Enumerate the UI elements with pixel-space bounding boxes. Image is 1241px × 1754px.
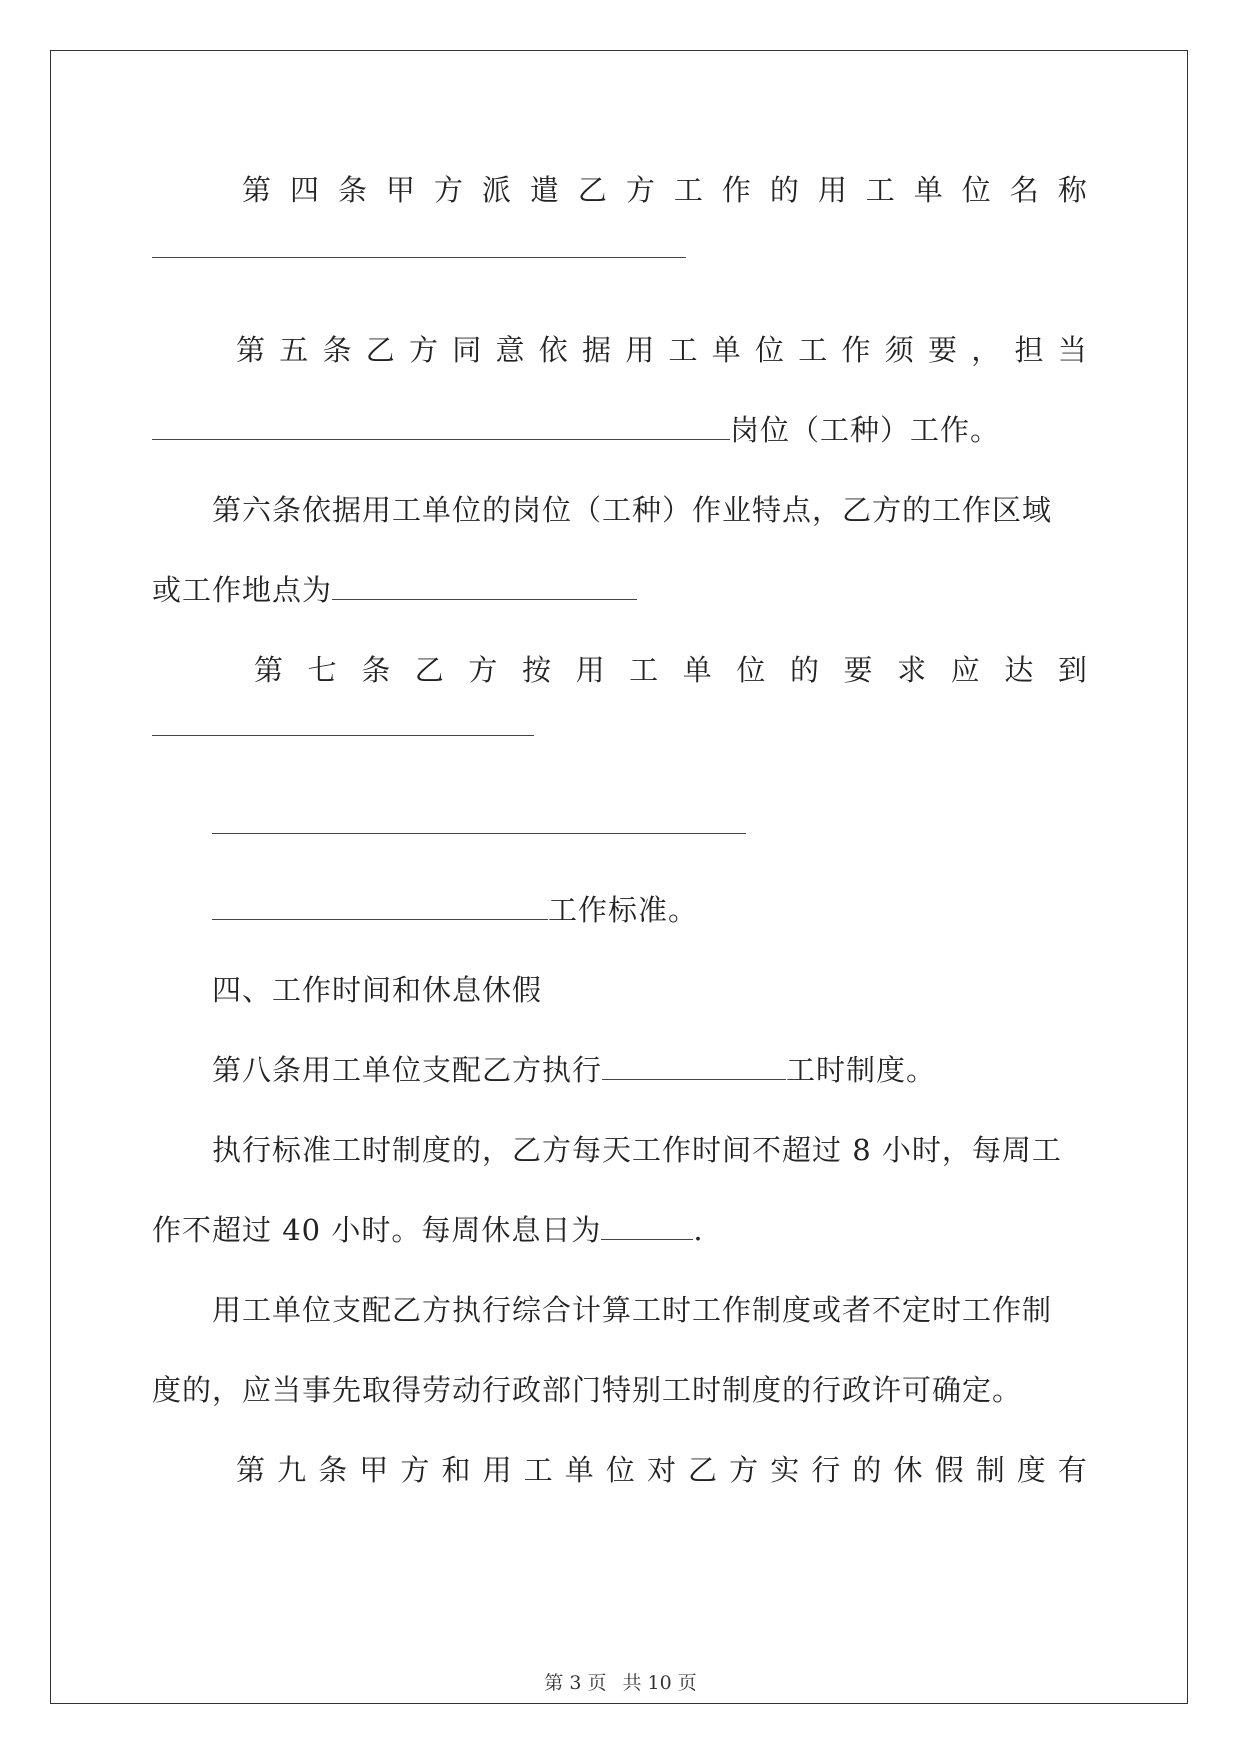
- character: 派: [481, 173, 512, 207]
- character: 位: [736, 653, 767, 687]
- comprehensive-hours-line: 用工单位支配乙方执行综合计算工时工作制度或者不定时工作制: [212, 1293, 1053, 1327]
- character: 条: [322, 333, 353, 367]
- character: 乙: [414, 653, 445, 687]
- fill-blank[interactable]: [601, 1215, 693, 1240]
- character: 第: [242, 173, 273, 207]
- character: 行: [811, 1453, 842, 1487]
- character: 达: [1004, 653, 1035, 687]
- character: 方: [433, 173, 464, 207]
- character: 工: [798, 333, 829, 367]
- article-7-blank-line-1: [152, 706, 1088, 746]
- character: 实: [770, 1453, 801, 1487]
- fill-blank[interactable]: [152, 711, 534, 736]
- character: 方: [625, 173, 656, 207]
- character: 担: [1014, 333, 1045, 367]
- article-7-line: [152, 650, 1088, 690]
- character: 方: [468, 653, 499, 687]
- character: 条: [318, 1453, 349, 1487]
- article-4-blank-line: [152, 228, 1088, 268]
- article-6-line: 第六条依据用工单位的岗位（工种）作业特点，乙方的工作区域: [212, 493, 1053, 527]
- character: 方: [409, 333, 440, 367]
- comprehensive-hours-continuation: 度的，应当事先取得劳动行政部门特别工时制度的行政许可确定。: [152, 1373, 1023, 1407]
- character: 用: [817, 173, 848, 207]
- article-7-continuation: [212, 890, 1148, 930]
- character: 同: [452, 333, 483, 367]
- character: 要: [928, 333, 959, 367]
- character: 乙: [577, 173, 608, 207]
- character: 到: [1057, 653, 1088, 687]
- article-4-line: [152, 170, 1088, 210]
- character: 休: [893, 1453, 924, 1487]
- character: 条: [361, 653, 392, 687]
- fill-blank[interactable]: [152, 415, 730, 440]
- character: 工: [668, 333, 699, 367]
- character: 单: [711, 333, 742, 367]
- section-heading: 四、工作时间和休息休假: [212, 973, 543, 1007]
- character: 工: [629, 653, 660, 687]
- character: 意: [495, 333, 526, 367]
- character: 工: [523, 1453, 554, 1487]
- character: 的: [769, 173, 800, 207]
- character: 遣: [529, 173, 560, 207]
- character: 须: [884, 333, 915, 367]
- character: 制: [975, 1453, 1006, 1487]
- character: 应: [950, 653, 981, 687]
- standard-hours-suffix: .: [693, 1213, 704, 1247]
- character: 位: [961, 173, 992, 207]
- character: 用: [575, 653, 606, 687]
- character: 当: [1057, 333, 1088, 367]
- character: 位: [605, 1453, 636, 1487]
- character: 要: [843, 653, 874, 687]
- character: 工: [673, 173, 704, 207]
- character: 对: [646, 1453, 677, 1487]
- character: 四: [289, 173, 320, 207]
- character: 名: [1009, 173, 1040, 207]
- article-5-continuation: [152, 410, 1088, 450]
- article-7-suffix: 工作标准。: [548, 893, 699, 927]
- character: 依: [538, 333, 569, 367]
- page-footer: [0, 1668, 1241, 1695]
- character: 位: [755, 333, 786, 367]
- fill-blank[interactable]: [212, 809, 746, 834]
- character: 据: [582, 333, 613, 367]
- character: 单: [913, 173, 944, 207]
- article-8-line: [212, 1050, 1148, 1090]
- character: 单: [564, 1453, 595, 1487]
- character: 的: [852, 1453, 883, 1487]
- character: 单: [682, 653, 713, 687]
- article-9-line: [152, 1450, 1088, 1490]
- character: 乙: [688, 1453, 719, 1487]
- character: 求: [897, 653, 928, 687]
- article-8-prefix: 第八条用工单位支配乙方执行: [212, 1053, 603, 1087]
- character: 甲: [359, 1453, 390, 1487]
- article-7-blank-line-2: [212, 804, 1148, 844]
- article-6-prefix: 或工作地点为: [152, 573, 333, 607]
- character: ，: [971, 333, 1002, 367]
- character: 的: [789, 653, 820, 687]
- character: 和: [441, 1453, 472, 1487]
- character: 作: [721, 173, 752, 207]
- page-total: 共 10 页: [622, 1672, 697, 1694]
- character: 有: [1057, 1453, 1088, 1487]
- character: 假: [934, 1453, 965, 1487]
- character: 五: [279, 333, 310, 367]
- fill-blank[interactable]: [332, 575, 637, 600]
- character: 九: [277, 1453, 308, 1487]
- article-8-suffix: 工时制度。: [786, 1053, 937, 1087]
- character: 七: [307, 653, 338, 687]
- character: 用: [625, 333, 656, 367]
- article-6-continuation: [152, 570, 1088, 610]
- standard-hours-line: 执行标准工时制度的，乙方每天工作时间不超过 8 小时，每周工: [212, 1133, 1062, 1167]
- fill-blank[interactable]: [212, 895, 548, 920]
- character: 第: [254, 653, 285, 687]
- character: 甲: [385, 173, 416, 207]
- character: 工: [865, 173, 896, 207]
- character: 第: [236, 1453, 267, 1487]
- character: 方: [729, 1453, 760, 1487]
- fill-blank[interactable]: [602, 1055, 786, 1080]
- character: 度: [1016, 1453, 1047, 1487]
- article-5-suffix: 岗位（工种）工作。: [730, 413, 1001, 447]
- article-5-line: [152, 330, 1088, 370]
- standard-hours-prefix: 作不超过 40 小时。每周休息日为: [152, 1213, 602, 1247]
- character: 称: [1057, 173, 1088, 207]
- page-number: 第 3 页: [544, 1672, 607, 1694]
- character: 作: [841, 333, 872, 367]
- character: 方: [400, 1453, 431, 1487]
- standard-hours-continuation: [152, 1210, 1088, 1250]
- character: 按: [521, 653, 552, 687]
- character: 第: [236, 333, 267, 367]
- character: 条: [337, 173, 368, 207]
- character: 用: [482, 1453, 513, 1487]
- character: 乙: [365, 333, 396, 367]
- fill-blank[interactable]: [152, 233, 686, 258]
